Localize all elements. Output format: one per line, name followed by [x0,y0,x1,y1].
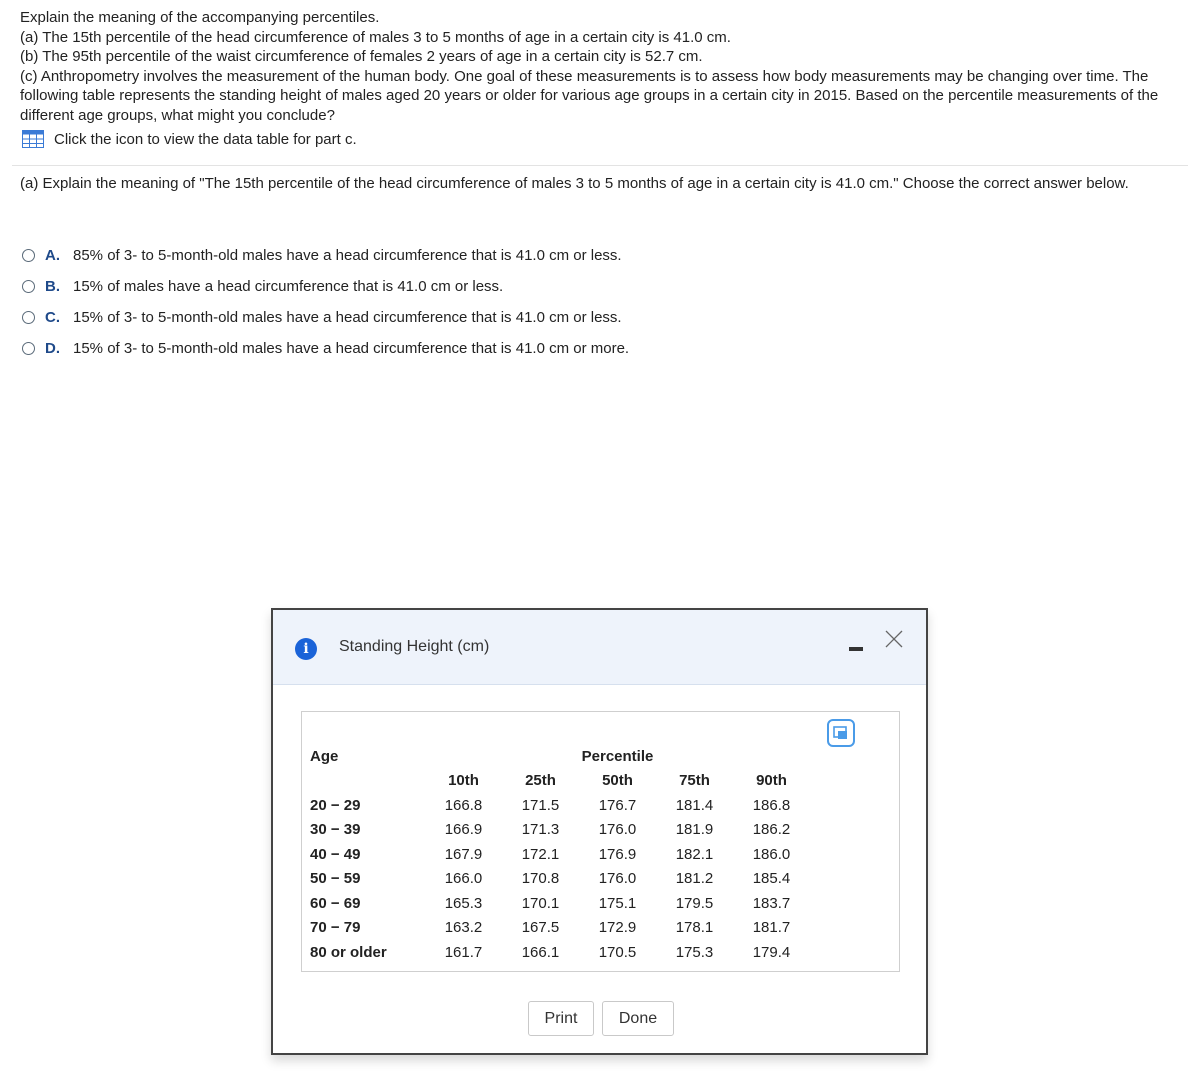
question-intro: Explain the meaning of the accompanying percentiles. [20,9,380,26]
age-header: Age [310,747,339,765]
value-cell: 181.7 [752,919,791,937]
answer-options [22,240,629,364]
option-letter: B. [45,278,60,295]
value-cell: 183.7 [752,894,791,912]
value-cell: 166.8 [444,796,483,814]
value-cell: 179.4 [752,943,791,961]
value-cell: 166.9 [444,821,483,839]
value-cell: 175.1 [598,894,637,912]
column-header: 75th [679,772,710,790]
table-row [310,891,810,916]
radio-button[interactable] [22,342,35,355]
column-header: 10th [448,772,479,790]
data-table-container [301,711,900,972]
value-cell: 167.5 [521,919,560,937]
option-a[interactable] [22,240,629,271]
value-cell: 176.9 [598,845,637,863]
value-cell: 181.4 [675,796,714,814]
dialog-title: Standing Height (cm) [339,638,490,655]
column-header: 50th [602,772,633,790]
column-header: 25th [525,772,556,790]
value-cell: 186.0 [752,845,791,863]
age-cell: 30 − 39 [310,821,361,839]
option-text[interactable]: 15% of 3- to 5-month-old males have a head circumference that is 41.0 cm or less. [73,309,622,326]
close-icon[interactable] [883,628,905,650]
value-cell: 170.8 [521,870,560,888]
radio-button[interactable] [22,280,35,293]
copy-icon[interactable] [827,719,855,747]
age-cell: 80 or older [310,943,387,961]
done-button[interactable]: Done [602,1001,674,1036]
value-cell: 185.4 [752,870,791,888]
value-cell: 178.1 [675,919,714,937]
value-cell: 181.9 [675,821,714,839]
value-cell: 166.0 [444,870,483,888]
value-cell: 186.2 [752,821,791,839]
table-link-text[interactable]: Click the icon to view the data table for part c. [54,130,357,148]
age-cell: 20 − 29 [310,796,361,814]
table-row [310,842,810,867]
question-part-b: (b) The 95th percentile of the waist circumference of females 2 years of age in a certain city is 52.7 cm. [20,48,703,65]
value-cell: 165.3 [444,894,483,912]
value-cell: 182.1 [675,845,714,863]
dialog-header[interactable] [273,610,926,685]
minimize-icon[interactable] [849,647,863,651]
option-b[interactable] [22,271,629,302]
radio-button[interactable] [22,311,35,324]
data-table-icon[interactable] [22,130,44,148]
age-cell: 70 − 79 [310,919,361,937]
part-a-prompt: (a) Explain the meaning of "The 15th percentile of the head circumference of males 3 to 5 months of age in a certain city is 41.0 cm." Choose the correct answer below. [20,175,1129,192]
age-cell: 40 − 49 [310,845,361,863]
value-cell: 161.7 [444,943,483,961]
value-cell: 186.8 [752,796,791,814]
question-part-c: (c) Anthropometry involves the measurement of the human body. One goal of these measurements is to assess how body measurements may be changing over time. The following table represents the standing height of males aged 20 years or older for various age groups in a certain city in 2015. Based on the percentile measurements of the different age groups, what might you conclude? [20,67,1159,124]
column-header: 90th [756,772,787,790]
standing-height-table [310,744,810,965]
table-header-row [310,744,810,769]
question-part-a: (a) The 15th percentile of the head circumference of males 3 to 5 months of age in a certain city is 41.0 cm. [20,28,731,46]
table-percentile-row [310,769,810,794]
option-text[interactable]: 85% of 3- to 5-month-old males have a head circumference that is 41.0 cm or less. [73,247,622,264]
table-row [310,867,810,892]
value-cell: 176.0 [598,870,637,888]
value-cell: 170.1 [521,894,560,912]
value-cell: 176.7 [598,796,637,814]
table-row [310,818,810,843]
option-text[interactable]: 15% of 3- to 5-month-old males have a head circumference that is 41.0 cm or more. [73,340,630,357]
divider [12,165,1188,166]
value-cell: 167.9 [444,845,483,863]
option-letter: C. [45,309,60,326]
table-row [310,916,810,941]
value-cell: 172.1 [521,845,560,863]
value-cell: 172.9 [598,919,637,937]
option-text[interactable]: 15% of males have a head circumference that is 41.0 cm or less. [73,278,504,295]
data-table-dialog [271,608,928,1055]
option-d[interactable] [22,333,629,364]
data-table-link[interactable] [22,130,357,148]
value-cell: 171.5 [521,796,560,814]
value-cell: 179.5 [675,894,714,912]
value-cell: 170.5 [598,943,637,961]
value-cell: 175.3 [675,943,714,961]
question-text [20,8,1170,125]
age-cell: 60 − 69 [310,894,361,912]
option-c[interactable] [22,302,629,333]
age-cell: 50 − 59 [310,870,361,888]
value-cell: 166.1 [521,943,560,961]
option-letter: A. [45,247,60,264]
table-row [310,940,810,965]
value-cell: 176.0 [598,821,637,839]
radio-button[interactable] [22,249,35,262]
print-button[interactable]: Print [528,1001,594,1036]
table-row [310,793,810,818]
value-cell: 181.2 [675,870,714,888]
percentile-header: Percentile [581,747,654,765]
value-cell: 163.2 [444,919,483,937]
info-icon: i [295,638,317,660]
option-letter: D. [45,340,60,357]
value-cell: 171.3 [521,821,560,839]
